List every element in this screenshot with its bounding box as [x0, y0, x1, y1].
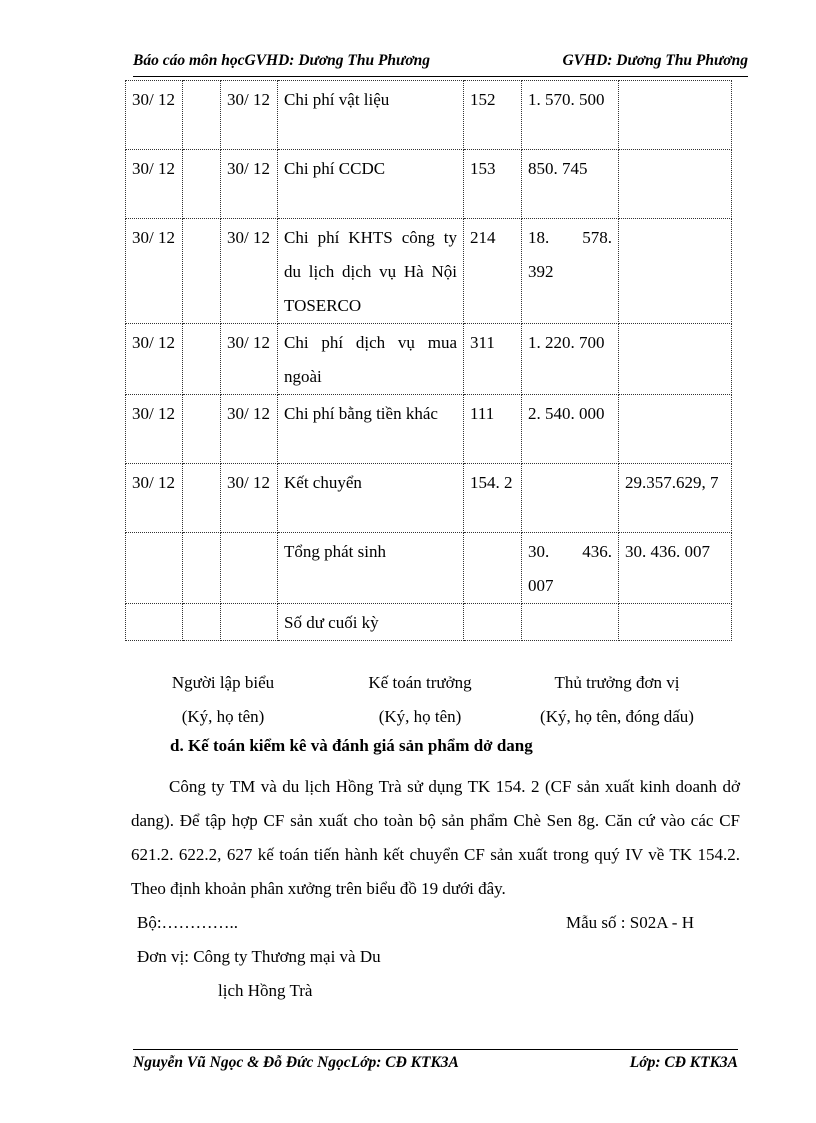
credit-cell: 30. 436. 007 [619, 533, 732, 604]
section-heading: d. Kế toán kiểm kê và đánh giá sản phẩm dở dang [170, 736, 533, 755]
account-cell: 153 [464, 150, 522, 219]
debit-cell: 850. 745 [522, 150, 619, 219]
date-cell: 30/ 12 [221, 395, 278, 464]
table-row [126, 81, 732, 150]
credit-cell [619, 219, 732, 324]
signature-preparer [148, 666, 298, 734]
table-row [126, 324, 732, 395]
date-cell: 30/ 12 [126, 395, 183, 464]
account-cell: 154. 2 [464, 464, 522, 533]
empty-cell [183, 464, 221, 533]
table-row [126, 395, 732, 464]
account-cell [464, 604, 522, 641]
credit-cell [619, 81, 732, 150]
ministry-line: Bộ:………….. [137, 913, 239, 932]
date-cell: 30/ 12 [221, 81, 278, 150]
credit-cell: 29.357.629, 7 [619, 464, 732, 533]
signature-note: (Ký, họ tên, đóng dấu) [540, 707, 694, 726]
date-cell [221, 533, 278, 604]
empty-cell [183, 604, 221, 641]
empty-cell [183, 219, 221, 324]
date-cell: 30/ 12 [126, 464, 183, 533]
date-cell: 30/ 12 [221, 464, 278, 533]
date-cell [221, 604, 278, 641]
header-right: GVHD: Dương Thu Phương [562, 52, 748, 69]
debit-cell: 30. 436. 007 [522, 533, 619, 604]
ledger-table [125, 80, 732, 641]
date-cell: 30/ 12 [126, 219, 183, 324]
account-cell: 311 [464, 324, 522, 395]
date-cell: 30/ 12 [221, 150, 278, 219]
date-cell [126, 604, 183, 641]
debit-cell: 1. 570. 500 [522, 81, 619, 150]
signature-head [522, 666, 712, 734]
date-cell: 30/ 12 [126, 150, 183, 219]
description-cell: Chi phí KHTS công ty du lịch dịch vụ Hà Nội TOSERCO [278, 219, 464, 324]
table-row [126, 533, 732, 604]
header-left: Báo cáo môn họcGVHD: Dương Thu Phương [133, 52, 431, 69]
table-row [126, 219, 732, 324]
date-cell: 30/ 12 [221, 219, 278, 324]
debit-cell: 1. 220. 700 [522, 324, 619, 395]
signature-title: Kế toán trưởng [368, 673, 472, 692]
credit-cell [619, 604, 732, 641]
description-cell: Chi phí bằng tiền khác [278, 395, 464, 464]
credit-cell [619, 324, 732, 395]
credit-cell [619, 150, 732, 219]
section-paragraph: Công ty TM và du lịch Hồng Trà sử dụng TK 154. 2 (CF sản xuất kinh doanh dở dang). Để tập hợp CF sản xuất cho toàn bộ sản phẩm Chè Sen 8g. Căn cứ vào các CF 621.2. 622.2, 627 kế toán tiến hành kết chuyển CF sản xuất trong quý IV về TK 154.2. Theo định khoản phân xưởng trên biểu đồ 19 dưới đây. [131, 777, 740, 898]
empty-cell [183, 395, 221, 464]
empty-cell [183, 81, 221, 150]
date-cell: 30/ 12 [221, 324, 278, 395]
signature-title: Thủ trưởng đơn vị [554, 673, 680, 692]
empty-cell [183, 324, 221, 395]
footer-left: Nguyễn Vũ Ngọc & Đỗ Đức NgọcLớp: CĐ KTK3A [133, 1054, 459, 1071]
description-cell: Kết chuyển [278, 464, 464, 533]
description-cell: Chi phí vật liệu [278, 81, 464, 150]
page-header [133, 52, 748, 77]
description-cell: Chi phí CCDC [278, 150, 464, 219]
debit-cell: 18. 578. 392 [522, 219, 619, 324]
debit-cell [522, 604, 619, 641]
signature-chief-accountant [345, 666, 495, 734]
account-cell [464, 533, 522, 604]
description-cell: Số dư cuối kỳ [278, 604, 464, 641]
table-row [126, 604, 732, 641]
debit-cell [522, 464, 619, 533]
date-cell: 30/ 12 [126, 81, 183, 150]
account-cell: 111 [464, 395, 522, 464]
footer-right: Lớp: CĐ KTK3A [629, 1054, 738, 1071]
table-row [126, 150, 732, 219]
signature-note: (Ký, họ tên) [181, 707, 265, 726]
description-cell: Chi phí dịch vụ mua ngoài [278, 324, 464, 395]
account-cell: 152 [464, 81, 522, 150]
account-cell: 214 [464, 219, 522, 324]
empty-cell [183, 150, 221, 219]
form-number: Mẫu số : S02A - H [566, 913, 694, 932]
signature-note: (Ký, họ tên) [378, 707, 462, 726]
date-cell [126, 533, 183, 604]
page-footer [133, 1049, 738, 1076]
credit-cell [619, 395, 732, 464]
unit-line: Đơn vị: Công ty Thương mại và Du [137, 947, 381, 966]
signature-title: Người lập biểu [171, 673, 275, 692]
debit-cell: 2. 540. 000 [522, 395, 619, 464]
unit-line-continued: lịch Hồng Trà [218, 981, 313, 1000]
description-cell: Tổng phát sinh [278, 533, 464, 604]
date-cell: 30/ 12 [126, 324, 183, 395]
table-row [126, 464, 732, 533]
empty-cell [183, 533, 221, 604]
